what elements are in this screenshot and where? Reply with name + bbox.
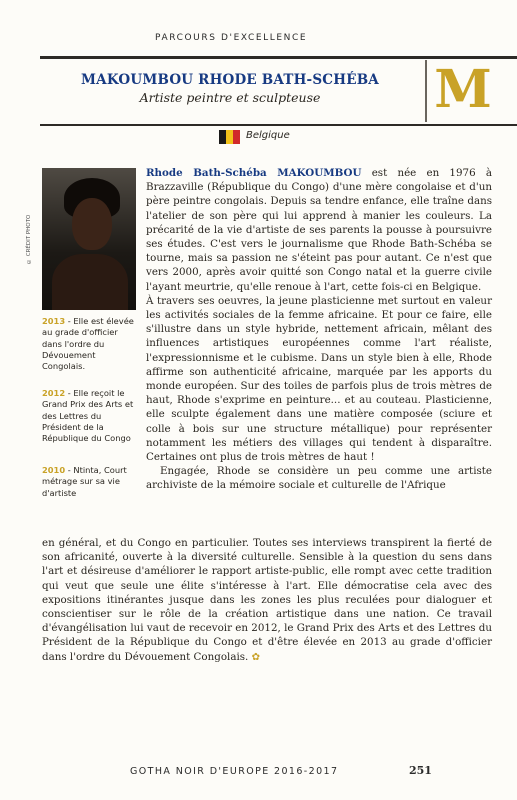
flag-stripe-2 bbox=[226, 130, 233, 144]
flag-stripe-3 bbox=[233, 130, 240, 144]
initial-letter: M bbox=[434, 59, 492, 120]
artist-name-title: MAKOUMBOU RHODE BATH-SCHÉBA bbox=[81, 72, 379, 88]
timeline-item-2012 bbox=[42, 388, 138, 444]
header-rule-bottom bbox=[40, 124, 517, 126]
timeline-text: - Elle est élevée au grade d'officier dans l'ordre du Dévouement Congolais. bbox=[42, 316, 134, 372]
flag-stripe-1 bbox=[219, 130, 226, 144]
title-divider bbox=[425, 60, 427, 122]
timeline-year: 2013 bbox=[42, 316, 66, 326]
photo-credit: © CRÉDIT PHOTO bbox=[26, 214, 32, 264]
publication-footer: GOTHA NOIR D'EUROPE 2016-2017 bbox=[130, 766, 339, 777]
article-column-lower bbox=[42, 536, 492, 665]
article-paragraph-1: Rhode Bath-Schéba MAKOUMBOU est née en 1976 à Brazzaville (République du Congo) d'une mère congolaise et d'un père peintre congolais. Depuis sa tendre enfance, elle traîne dans l'atelier de son père qui lui apprend à manier les couleurs. La précarité de la vie d'artiste de ses parents la pousse à poursuivre ses études. C'est vers le journalisme que Rhode Bath-Schéba se tourne, mais sa passion ne s'éteint pas pour autant. Ce n'est que vers 2000, après avoir quitté son Congo natal et la guerre civile l'ayant meurtrie, qu'elle renoue à l'art, cette fois-ci en Belgique. bbox=[146, 167, 492, 293]
portrait-face-shape bbox=[72, 198, 112, 250]
timeline-text: - Elle reçoit le Grand Prix des Arts et des Lettres du Président de la République du Congo bbox=[42, 388, 134, 444]
portrait-body-shape bbox=[52, 254, 128, 310]
timeline-item-2013 bbox=[42, 316, 138, 372]
lead-name: Rhode Bath-Schéba MAKOUMBOU bbox=[146, 167, 362, 179]
timeline-year: 2010 bbox=[42, 465, 66, 475]
section-label: PARCOURS D'EXCELLENCE bbox=[155, 33, 308, 43]
article-paragraph-2: À travers ses oeuvres, la jeune plasticienne met surtout en valeur les activités sociales de la femme africaine. Et pour ce faire, elle s'illustre dans un style hybride, nettement africain, mêlant des influences artistiques européennes comme l'art réaliste, l'expressionnisme et le cubisme. Dans un style bien à elle, Rhode affirme son authenticité africaine, marquée par les apports du monde européen. Sur des toiles de parfois plus de trois mètres de haut, Rhode s'exprime en peinture... et au couteau. Plasticienne, elle sculpte également dans une matière composée (sciure et colle à bois sur une structure métallique) pour représenter notamment les métiers des villages qui tendent à disparaître. Certaines ont plus de trois mètres de haut ! bbox=[146, 294, 492, 464]
page-number: 251 bbox=[409, 764, 432, 777]
end-mark-icon: ✿ bbox=[251, 651, 260, 663]
artist-role-subtitle: Artiste peintre et sculpteuse bbox=[139, 90, 321, 105]
article-column-upper bbox=[146, 166, 492, 493]
timeline-year: 2012 bbox=[42, 388, 66, 398]
belgium-flag-icon bbox=[219, 130, 240, 144]
article-paragraph-3-start: Engagée, Rhode se considère un peu comme une artiste archiviste de la mémoire sociale et culturelle de l'Afrique bbox=[146, 465, 492, 492]
article-paragraph-3-end: en général, et du Congo en particulier. Toutes ses interviews transpirent la fierté de son africanité, ouverte à la diversité culturelle. Sensible à la question du sens dans l'art et désireuse d'améliorer le rapport artiste-public, elle rompt avec cette tradition qui veut que seule une élite s'intéresse à l'art. Elle démocratise cela avec des expositions itinérantes jusque dans les zones les plus reculées pour dialoguer et conscientiser sur le rôle de la création artistique dans une nation. Ce travail d'évangélisation lui vaut de recevoir en 2012, le Grand Prix des Arts et des Lettres du Président de la République du Congo et d'être élevée en 2013 au grade d'officier dans l'ordre du Dévouement Congolais. ✿ bbox=[42, 537, 492, 663]
timeline-item-2010 bbox=[42, 465, 138, 499]
timeline-text: - Ntinta, Court métrage sur sa vie d'artiste bbox=[42, 465, 127, 498]
artist-portrait-photo bbox=[42, 168, 136, 310]
initial-letter-box bbox=[433, 59, 493, 120]
title-block bbox=[40, 72, 420, 105]
country-label: Belgique bbox=[246, 130, 290, 141]
